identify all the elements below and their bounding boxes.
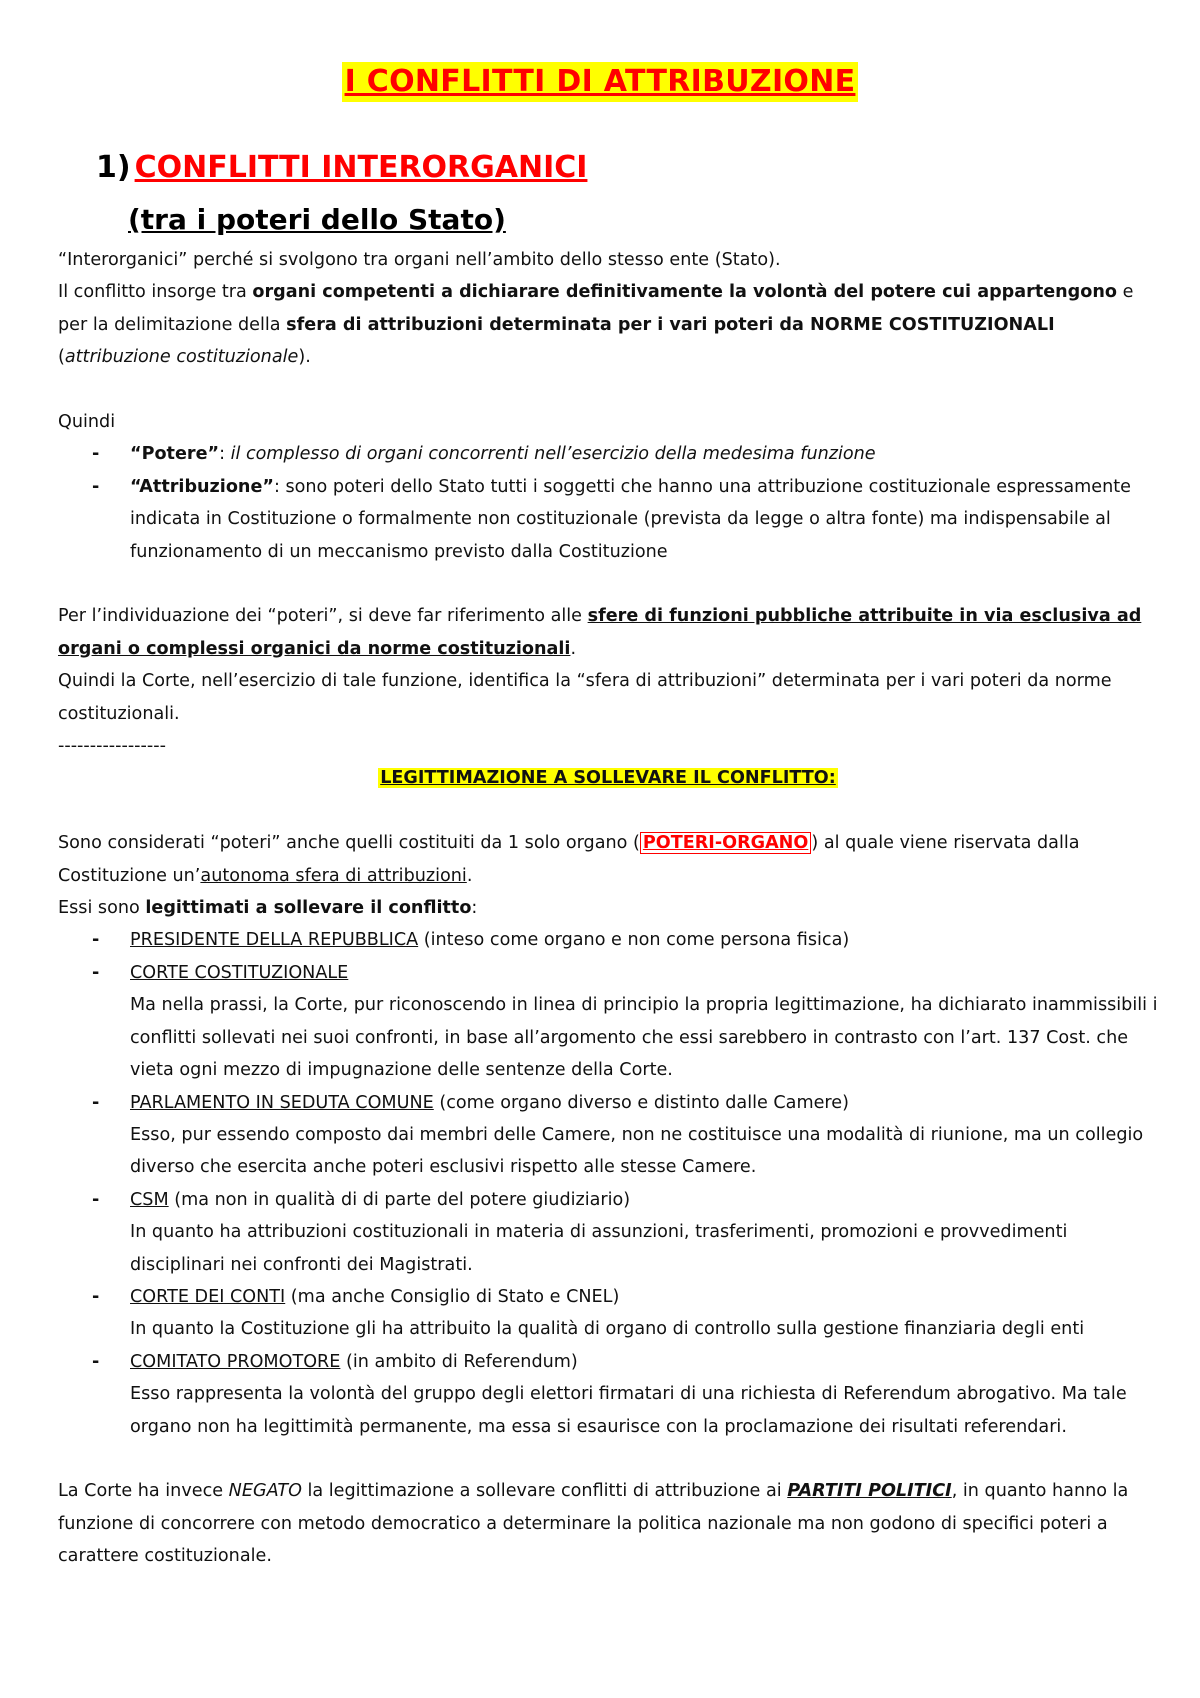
separator-line: ----------------- [58,736,166,757]
list-item: - PARLAMENTO IN SEDUTA COMUNE (come organo diverso e distinto dalle Camere) Esso, pur essendo composto dai membri delle Camere, non ne costituisce una modalità di riunione, ma un collegio diverso che esercita anche poteri esclusivi rispetto alle stesse Camere. [92,1092,1144,1178]
section-heading [96,148,587,188]
title-container [0,62,1200,102]
document-title: I CONFLITTI DI ATTRIBUZIONE [342,62,859,102]
legittimazione-heading: LEGITTIMAZIONE A SOLLEVARE IL CONFLITTO: [380,768,836,789]
paragraph-corte: Quindi la Corte, nell’esercizio di tale funzione, identifica la “sfera di attribuzioni” determinata per i vari poteri da norme costituzionali. [58,671,1112,724]
paragraph-individuazione: Per l’individuazione dei “poteri”, si deve far riferimento alle sfere di funzioni pubbliche attribuite in via esclusiva ad organi o complessi organici da norme costituzionali. [58,606,1142,659]
paragraph-conflitto: Il conflitto insorge tra organi competenti a dichiarare definitivamente la volontà del potere cui appartengono e per la delimitazione della sfera di attribuzioni determinata per i vari poteri da NORME COSTITUZIONALI (attribuzione costituzionale). [58,282,1134,368]
paragraph-poteri-organo: Sono considerati “poteri” anche quelli costituiti da 1 solo organo ( POTERI-ORGANO ) al quale viene riservata dalla Costituzione un’autonoma sfera di attribuzioni. [58,833,1080,886]
paragraph-legittimati: Essi sono legittimati a sollevare il conflitto: [58,898,478,919]
section-number: 1) [96,150,131,185]
list-item: - “Attribuzione”: sono poteri dello Stato tutti i soggetti che hanno una attribuzione costituzionale espressamente indicata in Costituzione o formalmente non costituzionale (prevista da legge o altra fonte) ma indispensabile al funzionamento di un meccanismo previsto dalla Costituzione [92,476,1131,562]
paragraph-quindi: Quindi [58,412,116,433]
paragraph-partiti: La Corte ha invece NEGATO la legittimazione a sollevare conflitti di attribuzione ai PARTITI POLITICI, in quanto hanno la funzione di concorrere con metodo democratico a determinare la politica nazionale ma non godono di specifici poteri a carattere costituzionale. [58,1481,1129,1567]
paragraph-interorganici: “Interorganici” perché si svolgono tra organi nell’ambito dello stesso ente (Stato). [58,250,781,270]
list-item: - PRESIDENTE DELLA REPUBBLICA (inteso come organo e non come persona fisica) [92,930,850,951]
list-item: - CSM (ma non in qualità di di parte del potere giudiziario) In quanto ha attribuzioni costituzionali in materia di assunzioni, trasferimenti, promozioni e provvedimenti disciplinari nei confronti dei Magistrati. [92,1189,1068,1275]
list-item: - CORTE COSTITUZIONALE Ma nella prassi, la Corte, pur riconoscendo in linea di principio la propria legittimazione, ha dichiarato inammissibili i conflitti sollevati nei suoi confronti, in base all’argomento che essi sarebbero in contrasto con l’art. 137 Cost. che vieta ogni mezzo di impugnazione delle sentenze della Corte. [92,962,1158,1081]
definitions-list [58,438,1158,568]
list-item: - CORTE DEI CONTI (ma anche Consiglio di Stato e CNEL) In quanto la Costituzione gli ha attribuito la qualità di organo di controllo sulla gestione finanziaria degli enti [92,1286,1085,1340]
document-body [58,244,1158,1573]
section-title: CONFLITTI INTERORGANICI [134,150,588,185]
list-item: - COMITATO PROMOTORE (in ambito di Referendum) Esso rappresenta la volontà del gruppo degli elettori firmatari di una richiesta di Referendum abrogativo. Ma tale organo non ha legittimità permanente, ma essa si esaurisce con la proclamazione dei risultati referendari. [92,1351,1127,1437]
organs-list [58,924,1158,1443]
legittimazione-heading-row [58,762,1158,794]
section-subtitle: (tra i poteri dello Stato) [128,203,506,236]
list-item: - “Potere”: il complesso di organi concorrenti nell’esercizio della medesima funzione [92,444,876,465]
